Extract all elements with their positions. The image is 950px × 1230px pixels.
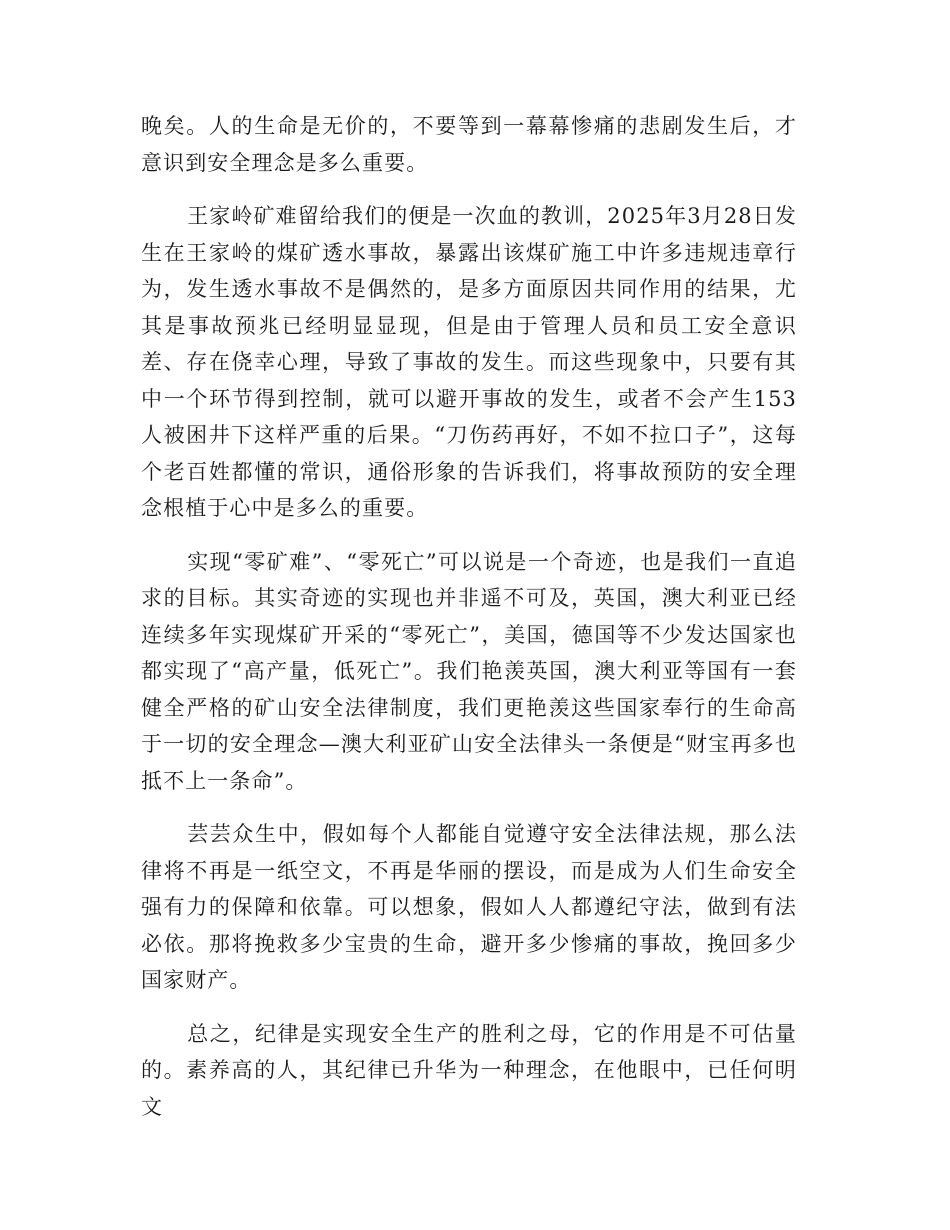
paragraph-4: 芸芸众生中，假如每个人都能自觉遵守安全法律法规，那么法律将不再是一纸空文，不再是华丽的摆设，而是成为人们生命安全强有力的保障和依靠。可以想象，假如人人都遵纪守法，做到有法必依。那将挽救多少宝贵的生命，避开多少惨痛的事故，挽回多少国家财产。	[141, 822, 797, 992]
document-body	[141, 108, 797, 1142]
paragraph-1: 晚矣。人的生命是无价的，不要等到一幕幕惨痛的悲剧发生后，才意识到安全理念是多么重要。	[141, 114, 797, 175]
paragraph-5: 总之，纪律是实现安全生产的胜利之母，它的作用是不可估量的。素养高的人，其纪律已升华为一种理念，在他眼中，已任何明文	[141, 1021, 797, 1119]
paragraph-2: 王家岭矿难留给我们的便是一次血的教训，2025年3月28日发生在王家岭的煤矿透水事故，暴露出该煤矿施工中许多违规违章行为，发生透水事故不是偶然的，是多方面原因共同作用的结果，尤其是事故预兆已经明显显现，但是由于管理人员和员工安全意识差、存在侥幸心理，导致了事故的发生。而这些现象中，只要有其中一个环节得到控制，就可以避开事故的发生，或者不会产生153人被困井下这样严重的后果。“刀伤药再好，不如不拉口子”，这每个老百姓都懂的常识，通俗形象的告诉我们，将事故预防的安全理念根植于心中是多么的重要。	[141, 204, 797, 520]
paragraph-3: 实现“零矿难”、“零死亡”可以说是一个奇迹，也是我们一直追求的目标。其实奇迹的实现也并非遥不可及，英国，澳大利亚已经连续多年实现煤矿开采的“零死亡”，美国，德国等不少发达国家也都实现了“高产量，低死亡”。我们艳羡英国，澳大利亚等国有一套健全严格的矿山安全法律制度，我们更艳羡这些国家奉行的生命高于一切的安全理念—澳大利亚矿山安全法律头一条便是“财宝再多也抵不上一条命”。	[141, 549, 797, 793]
